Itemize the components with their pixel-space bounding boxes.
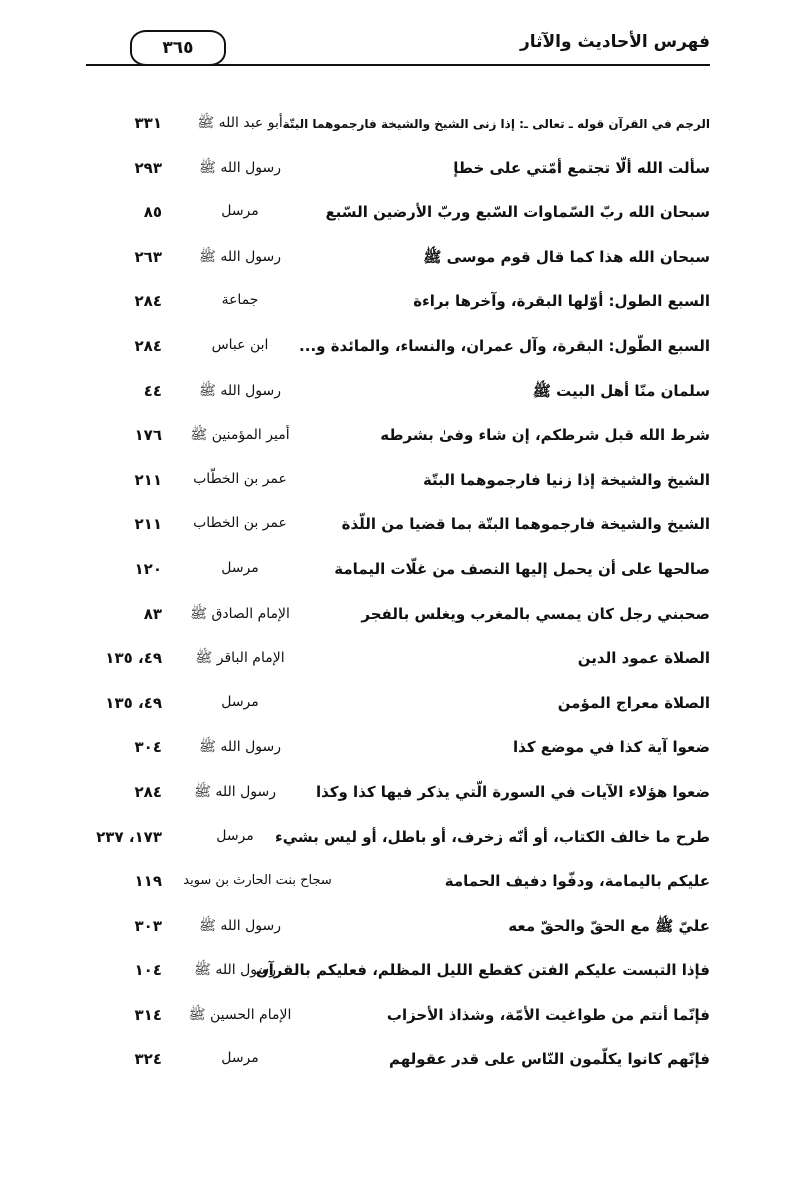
- narrator: الإمام الحسين ﷺ: [188, 1006, 292, 1023]
- page-refs: ١٧٦: [134, 426, 162, 445]
- narrator: رسول الله ﷺ: [193, 962, 276, 979]
- narrator: رسول الله ﷺ: [198, 248, 281, 265]
- table-row: [86, 866, 710, 911]
- narrator: الإمام الصادق ﷺ: [190, 605, 290, 622]
- page-refs: ٤٩، ١٣٥: [105, 649, 162, 668]
- table-row: [86, 688, 710, 733]
- table-row: [86, 420, 710, 465]
- table-row: [86, 108, 710, 153]
- narrator: جماعة: [221, 292, 259, 309]
- hadith-text: عليّ ﷺ مع الحقّ والحقّ معه: [508, 916, 710, 935]
- page-refs: ٣٢٤: [134, 1050, 162, 1069]
- table-row: [86, 242, 710, 287]
- hadith-text: سبحان الله ربّ السّماوات السّبع وربّ الأرضين السّبع: [325, 203, 710, 222]
- table-row: [86, 822, 710, 867]
- narrator: مرسل: [221, 1050, 259, 1067]
- narrator: الإمام الباقر ﷺ: [195, 650, 285, 667]
- table-row: [86, 1044, 710, 1089]
- narrator: رسول الله ﷺ: [198, 382, 281, 399]
- narrator: سجاح بنت الحارث بن سويد: [183, 873, 332, 889]
- narrator: عمر بن الخطّاب: [193, 470, 287, 487]
- narrator: مرسل: [221, 203, 259, 220]
- hadith-text: السبع الطول: أوّلها البقرة، وآخرها براءة: [413, 292, 710, 311]
- hadith-text: صحبني رجل كان يمسي بالمغرب ويغلس بالفجر: [361, 604, 710, 623]
- hadith-text: فإذا التبست عليكم الفتن كقطع الليل المظلم، فعليكم بالقرآن: [255, 961, 710, 980]
- narrator: مرسل: [221, 559, 259, 576]
- narrator: رسول الله ﷺ: [198, 159, 281, 176]
- hadith-text: سبحان الله هذا كما قال قوم موسى ﷺ: [423, 247, 710, 266]
- narrator: مرسل: [221, 693, 259, 710]
- hadith-text: سألت الله ألّا تجتمع أمّتي على خطإ: [453, 158, 710, 177]
- table-row: [86, 153, 710, 198]
- table-row: [86, 599, 710, 644]
- page-header: [86, 28, 710, 68]
- narrator: مرسل: [216, 827, 254, 844]
- table-row: [86, 955, 710, 1000]
- page-refs: ٨٣: [143, 604, 162, 623]
- table-row: [86, 911, 710, 956]
- table-row: [86, 777, 710, 822]
- hadith-text: ضعوا هؤلاء الآيات في السورة الّتي يذكر فيها كذا وكذا: [315, 782, 710, 801]
- narrator: أبو عبد الله ﷺ: [197, 115, 283, 131]
- table-row: [86, 331, 710, 376]
- table-row: [86, 286, 710, 331]
- hadith-text: الشيخ والشيخة فارجموهما البتّة بما قضيا من اللّذة: [341, 515, 710, 534]
- page-number: ٣٦٥: [130, 30, 226, 66]
- page-refs: ٣٠٣: [134, 916, 162, 935]
- page-refs: ٢١١: [134, 470, 162, 489]
- table-row: [86, 643, 710, 688]
- page-refs: ٨٥: [143, 203, 162, 222]
- table-row: [86, 554, 710, 599]
- hadith-text: الصلاة معراج المؤمن: [557, 693, 710, 712]
- hadith-text: فإنّهم كانوا يكلّمون النّاس على قدر عقولهم: [389, 1050, 710, 1069]
- narrator: ابن عباس: [211, 336, 269, 353]
- hadith-text: الصلاة عمود الدين: [577, 649, 710, 668]
- page-refs: ١٧٣، ٢٣٧: [96, 827, 162, 846]
- hadith-text: الرجم في القرآن قوله ـ تعالى ـ: إذا زنى الشيخ والشيخة فارجموهما البتّة: [282, 117, 710, 131]
- narrator: عمر بن الخطاب: [193, 515, 287, 532]
- table-row: [86, 509, 710, 554]
- hadith-index-table: [86, 108, 710, 1089]
- hadith-text: صالحها على أن يحمل إليها النصف من غلّات اليمامة: [334, 559, 710, 578]
- table-row: [86, 197, 710, 242]
- page-refs: ٢٩٣: [134, 158, 162, 177]
- hadith-text: شرط الله قبل شرطكم، إن شاء وفىٰ بشرطه: [380, 426, 710, 445]
- page-refs: ٣٠٤: [134, 738, 162, 757]
- narrator: أمير المؤمنين ﷺ: [190, 427, 290, 444]
- page-refs: ٢٨٤: [134, 292, 162, 311]
- page-refs: ١٠٤: [134, 961, 162, 980]
- page-title: فهرس الأحاديث والآثار: [519, 32, 710, 52]
- narrator: رسول الله ﷺ: [198, 917, 281, 934]
- page-refs: ١٢٠: [134, 559, 162, 578]
- page-refs: ٢٨٤: [134, 782, 162, 801]
- table-row: [86, 465, 710, 510]
- hadith-text: طرح ما خالف الكتاب، أو أنّه زخرف، أو باطل، أو ليس بشيء: [275, 827, 710, 846]
- hadith-text: الشيخ والشيخة إذا زنيا فارجموهما البتّة: [422, 470, 710, 489]
- page-refs: ٣٣١: [134, 114, 162, 132]
- table-row: [86, 732, 710, 777]
- narrator: رسول الله ﷺ: [193, 783, 276, 800]
- table-row: [86, 1000, 710, 1045]
- page-refs: ١١٩: [134, 872, 162, 891]
- hadith-text: السبع الطّول: البقرة، وآل عمران، والنساء، والمائدة و...: [299, 336, 710, 355]
- hadith-text: ضعوا آية كذا في موضع كذا: [513, 738, 710, 757]
- page-refs: ٢٦٣: [134, 247, 162, 266]
- page-refs: ٣١٤: [134, 1005, 162, 1024]
- hadith-text: سلمان منّا أهل البيت ﷺ: [532, 381, 710, 400]
- hadith-text: فإنّما أنتم من طواغيت الأمّة، وشذاذ الأحزاب: [386, 1005, 710, 1024]
- page-refs: ٢١١: [134, 515, 162, 534]
- page-refs: ٤٩، ١٣٥: [105, 693, 162, 712]
- table-row: [86, 376, 710, 421]
- page-refs: ٤٤: [143, 381, 162, 400]
- hadith-text: عليكم باليمامة، ودفّوا دفيف الحمامة: [444, 872, 710, 891]
- page-refs: ٢٨٤: [134, 336, 162, 355]
- narrator: رسول الله ﷺ: [198, 739, 281, 756]
